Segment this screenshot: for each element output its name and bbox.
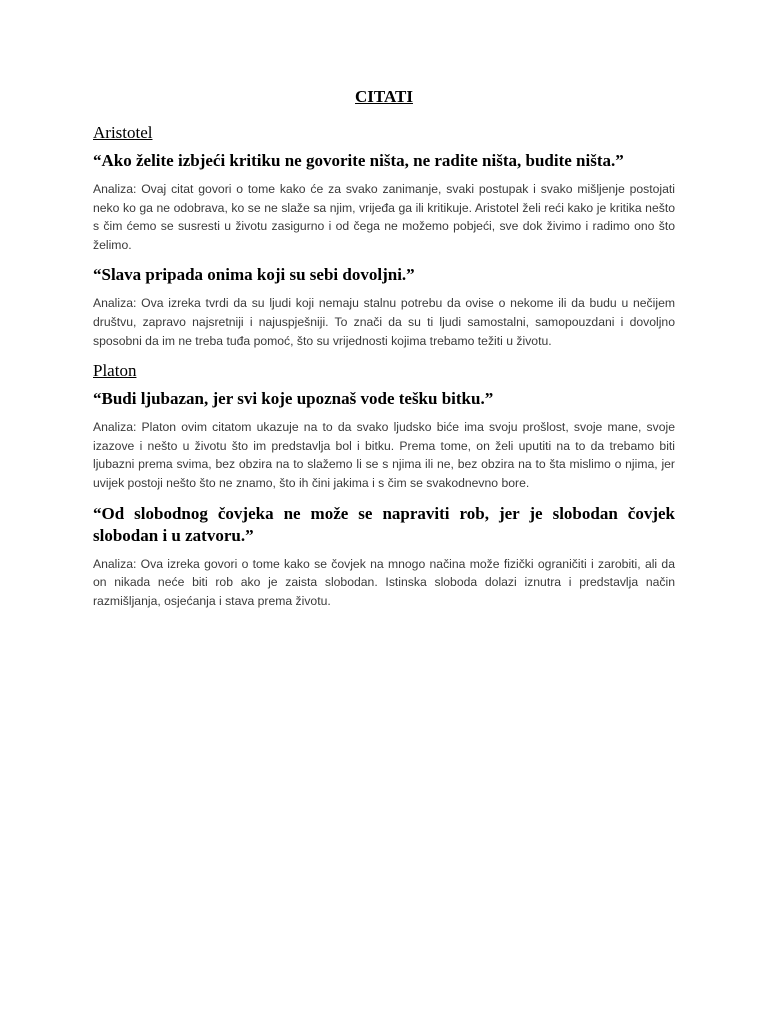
quote-text: “Ako želite izbjeći kritiku ne govorite ništa, ne radite ništa, budite ništa.”: [93, 151, 624, 170]
analysis-paragraph: Analiza: Platon ovim citatom ukazuje na to da svako ljudsko biće ima svoju prošlost, svoje mane, svoje izazove i nešto u životu što im predstavlja bol i bitku. Prema tome, on želi uputiti na to da trebamo biti ljubazni prema svima, bez obzira na to slažemo li se s njima ili ne, bez obzira na to šta mislimo o njima, jer uvijek postoji nešto što ne znamo, što ih čini jakima i s čim se svakodnevno bore.: [93, 420, 675, 490]
analysis-paragraph: Analiza: Ova izreka tvrdi da su ljudi koji nemaju stalnu potrebu da ovise o nekome ili da budu u nečijem društvu, zapravo najsretniji i najuspješniji. To znači da su ti ljudi samostalni, samopouzdani i dovoljno sposobni da im ne treba tuđa pomoć, što su vrijednosti kojima trebamo težiti u životu.: [93, 296, 675, 348]
quote-block: [93, 150, 675, 254]
quote-block: [93, 388, 675, 492]
analysis-paragraph: Analiza: Ovaj citat govori o tome kako će za svako zanimanje, svaki postupak i svako mišljenje postojati neko ko ga ne odobrava, ko se ne slaže sa njim, vrijeđa ga ili kritikuje. Aristotel želi reći kako je kritika nešto s čim ćemo se susresti u životu zasigurno i od čega ne možemo pobjeći, sve dok živimo i radimo ono što želimo.: [93, 182, 675, 252]
author-heading-aristotel: Aristotel: [93, 123, 153, 142]
quote-block: [93, 264, 675, 350]
document-title: CITATI: [355, 87, 413, 106]
quote-text: “Od slobodnog čovjeka ne može se napraviti rob, jer je slobodan čovjek slobodan i u zatvoru.”: [93, 503, 675, 545]
quote-block: [93, 503, 675, 611]
author-heading-platon: Platon: [93, 361, 137, 381]
quote-text: “Slava pripada onima koji su sebi dovoljni.”: [93, 265, 415, 285]
analysis-paragraph: Analiza: Ova izreka govori o tome kako se čovjek na mnogo načina može fizički ograničiti i zarobiti, ali da on nikada neće biti rob ako je zaista slobodan. Istinska sloboda dolazi iznutra i predstavlja način razmišljanja, osjećanja i stava prema životu.: [93, 556, 675, 608]
document-page: [93, 86, 675, 620]
quote-text: “Budi ljubazan, jer svi koje upoznaš vode tešku bitku.”: [93, 389, 494, 409]
